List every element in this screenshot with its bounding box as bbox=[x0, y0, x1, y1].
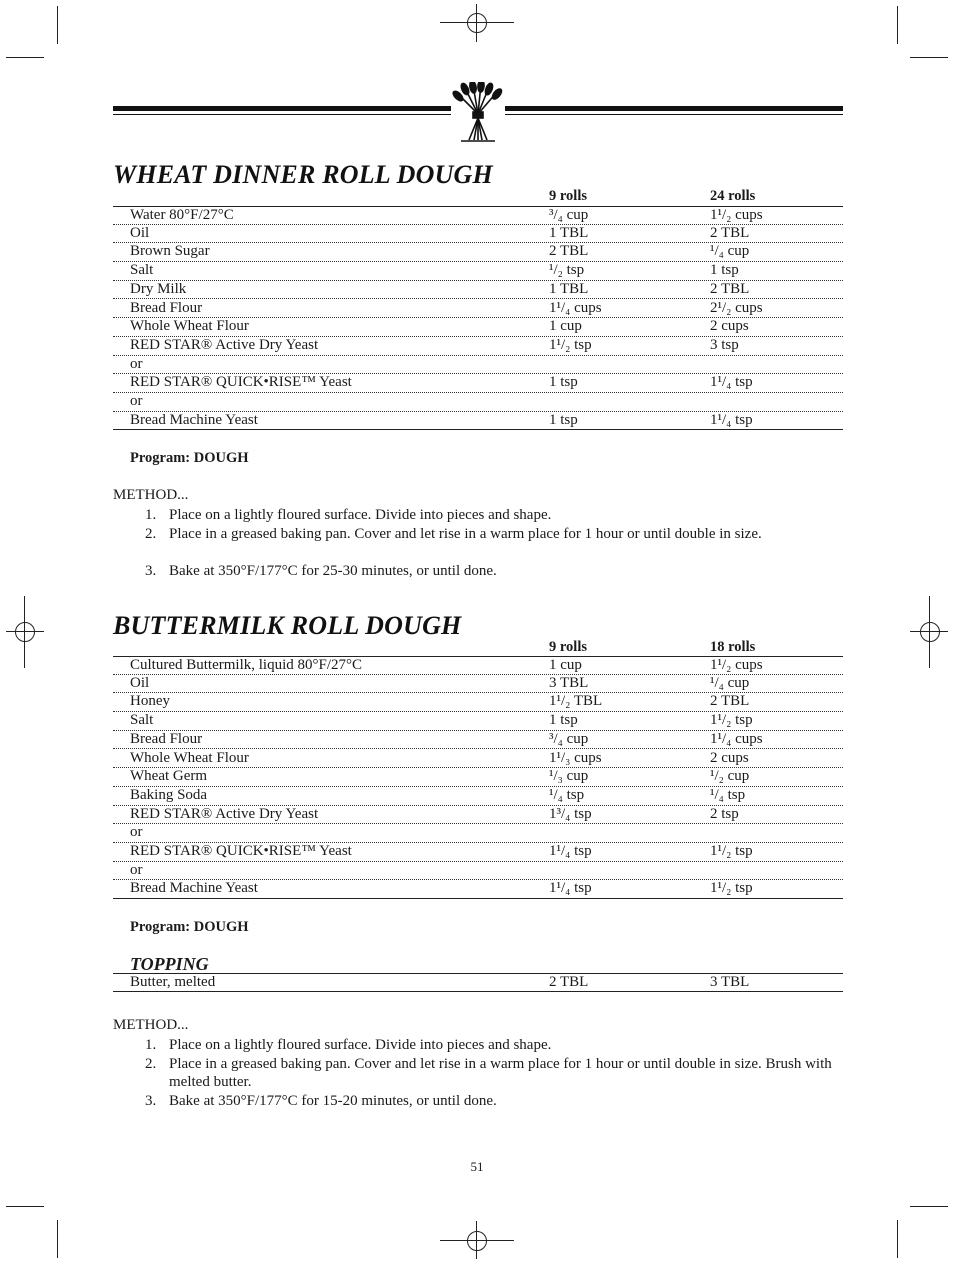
quantity-small-batch: ³/₄ cup bbox=[549, 730, 589, 747]
program-label: Program: DOUGH bbox=[130, 919, 249, 935]
ingredient-name: Bread Flour bbox=[130, 299, 203, 316]
registration-mark bbox=[440, 1240, 514, 1241]
quantity-small-batch: 1¹/₂ tsp bbox=[549, 336, 592, 353]
ingredient-name: Whole Wheat Flour bbox=[130, 749, 249, 766]
table-row bbox=[113, 412, 843, 431]
quantity-small-batch: 1¹/₄ cups bbox=[549, 299, 602, 316]
quantity-large-batch: 3 TBL bbox=[710, 974, 750, 990]
ingredient-name: RED STAR® QUICK•RISE™ Yeast bbox=[130, 843, 352, 859]
step-text: Bake at 350°F/177°C for 25-30 minutes, or until done. bbox=[169, 563, 497, 579]
quantity-large-batch: 1¹/₂ tsp bbox=[710, 712, 753, 729]
quantity-large-batch: 1¹/₄ cups bbox=[710, 730, 763, 747]
quantity-small-batch: 1 TBL bbox=[549, 224, 589, 241]
quantity-small-batch: 1 tsp bbox=[549, 712, 578, 729]
quantity-small-batch: ¹/₄ tsp bbox=[549, 786, 585, 803]
ingredient-name: Baking Soda bbox=[130, 786, 208, 803]
quantity-small-batch: 1 TBL bbox=[549, 280, 589, 297]
quantity-large-batch: 1¹/₄ tsp bbox=[710, 411, 753, 428]
table-row bbox=[113, 693, 843, 712]
column-header: 9 rolls bbox=[549, 188, 587, 204]
step-number: 3. bbox=[145, 1093, 157, 1109]
crop-mark bbox=[910, 57, 948, 58]
ingredient-name: Bread Machine Yeast bbox=[130, 411, 258, 428]
quantity-small-batch: ¹/₃ cup bbox=[549, 768, 589, 785]
crop-mark bbox=[6, 1206, 44, 1207]
registration-mark bbox=[920, 622, 940, 642]
step-number: 3. bbox=[145, 563, 157, 579]
table-row bbox=[113, 393, 843, 412]
ingredient-name: Brown Sugar bbox=[130, 243, 210, 260]
registration-mark bbox=[24, 596, 25, 668]
table-row bbox=[113, 356, 843, 375]
table-row bbox=[113, 206, 843, 225]
column-header: 18 rolls bbox=[710, 639, 756, 655]
quantity-small-batch: ³/₄ cup bbox=[549, 207, 589, 223]
quantity-small-batch: 1¹/₄ tsp bbox=[549, 880, 592, 897]
quantity-small-batch: 1¹/₂ TBL bbox=[549, 693, 603, 710]
quantity-small-batch: 1¹/₄ tsp bbox=[549, 843, 592, 859]
ingredient-name: RED STAR® Active Dry Yeast bbox=[130, 805, 319, 822]
table-row bbox=[113, 731, 843, 750]
quantity-large-batch: 2 tsp bbox=[710, 805, 739, 822]
crop-mark bbox=[897, 6, 898, 44]
ingredient-name: Salt bbox=[130, 262, 154, 279]
quantity-large-batch: 2 TBL bbox=[710, 280, 750, 297]
quantity-small-batch: ¹/₂ tsp bbox=[549, 262, 585, 279]
ingredient-name: RED STAR® QUICK•RISE™ Yeast bbox=[130, 374, 352, 391]
quantity-large-batch: 2 TBL bbox=[710, 224, 750, 241]
method-label: METHOD... bbox=[113, 1017, 189, 1033]
ingredient-name: or bbox=[130, 861, 143, 878]
ingredient-name: Oil bbox=[130, 674, 150, 691]
table-row bbox=[113, 824, 843, 843]
quantity-large-batch: 2¹/₂ cups bbox=[710, 299, 763, 316]
crop-mark bbox=[910, 1206, 948, 1207]
ingredient-name: Cultured Buttermilk, liquid 80°F/27°C bbox=[130, 657, 363, 673]
ingredient-name: Wheat Germ bbox=[130, 768, 208, 785]
quantity-small-batch: 3 TBL bbox=[549, 674, 589, 691]
quantity-small-batch: 1 tsp bbox=[549, 374, 578, 391]
program-label: Program: DOUGH bbox=[130, 450, 249, 466]
quantity-large-batch: ¹/₄ cup bbox=[710, 674, 750, 691]
step-text: Place on a lightly floured surface. Divide into pieces and shape. bbox=[169, 1037, 552, 1053]
step-number: 1. bbox=[145, 1037, 157, 1053]
table-row bbox=[113, 243, 843, 262]
table-row bbox=[113, 262, 843, 281]
page-number: 51 bbox=[470, 1159, 484, 1174]
quantity-large-batch: 1¹/₄ tsp bbox=[710, 374, 753, 391]
ingredient-name: RED STAR® Active Dry Yeast bbox=[130, 336, 319, 353]
step-number: 2. bbox=[145, 1056, 157, 1072]
table-row bbox=[113, 281, 843, 300]
quantity-large-batch: 3 tsp bbox=[710, 336, 739, 353]
quantity-large-batch: 1¹/₂ cups bbox=[710, 657, 763, 673]
registration-mark bbox=[467, 1231, 487, 1251]
registration-mark bbox=[476, 4, 477, 42]
table-row bbox=[113, 750, 843, 769]
registration-mark bbox=[467, 13, 487, 33]
quantity-small-batch: 1 tsp bbox=[549, 411, 578, 428]
table-row bbox=[113, 656, 843, 675]
topping-heading: TOPPING bbox=[130, 954, 209, 974]
step-text: Place in a greased baking pan. Cover and let rise in a warm place for 1 hour or until double in size. bbox=[169, 526, 762, 542]
step-text: Bake at 350°F/177°C for 15-20 minutes, or until done. bbox=[169, 1093, 497, 1109]
table-row bbox=[113, 787, 843, 806]
table-row bbox=[113, 712, 843, 731]
quantity-small-batch: 1 cup bbox=[549, 657, 582, 673]
table-row bbox=[113, 337, 843, 356]
table-row bbox=[113, 880, 843, 899]
step-number: 1. bbox=[145, 507, 157, 523]
quantity-large-batch: 1¹/₂ tsp bbox=[710, 880, 753, 897]
wheat-sheaf-icon bbox=[451, 82, 505, 144]
table-row bbox=[113, 675, 843, 694]
ingredient-name: Honey bbox=[130, 693, 170, 710]
method-label: METHOD... bbox=[113, 487, 189, 503]
step-text: Place on a lightly floured surface. Divide into pieces and shape. bbox=[169, 507, 552, 523]
crop-mark bbox=[57, 6, 58, 44]
step-number: 2. bbox=[145, 526, 157, 542]
ingredient-name: or bbox=[130, 393, 143, 409]
ingredient-name: or bbox=[130, 824, 143, 841]
quantity-small-batch: 1 cup bbox=[549, 318, 582, 335]
recipe-title: WHEAT DINNER ROLL DOUGH bbox=[113, 160, 493, 189]
quantity-small-batch: 1¹/₃ cups bbox=[549, 749, 602, 766]
crop-mark bbox=[57, 1220, 58, 1258]
quantity-large-batch: ¹/₄ cup bbox=[710, 243, 750, 260]
quantity-large-batch: ¹/₂ cup bbox=[710, 768, 750, 785]
quantity-large-batch: 2 cups bbox=[710, 749, 749, 766]
ingredient-name: Butter, melted bbox=[130, 974, 216, 990]
table-row bbox=[113, 843, 843, 862]
registration-mark bbox=[929, 596, 930, 668]
step-text: Place in a greased baking pan. Cover and let rise in a warm place for 1 hour or until double in size. Brush with melted butter. bbox=[169, 1056, 832, 1090]
ingredient-name: or bbox=[130, 355, 143, 372]
ingredient-name: Water 80°F/27°C bbox=[130, 207, 234, 223]
table-row bbox=[113, 806, 843, 825]
quantity-small-batch: 1³/₄ tsp bbox=[549, 805, 592, 822]
quantity-small-batch: 2 TBL bbox=[549, 243, 589, 260]
ingredient-name: Bread Flour bbox=[130, 730, 203, 747]
quantity-large-batch: ¹/₄ tsp bbox=[710, 786, 746, 803]
table-row bbox=[113, 300, 843, 319]
crop-mark bbox=[6, 57, 44, 58]
column-header: 9 rolls bbox=[549, 639, 587, 655]
quantity-large-batch: 1¹/₂ cups bbox=[710, 207, 763, 223]
table-row bbox=[113, 374, 843, 393]
quantity-large-batch: 1¹/₂ tsp bbox=[710, 843, 753, 859]
ingredient-name: Dry Milk bbox=[130, 280, 187, 297]
registration-mark bbox=[6, 631, 44, 632]
crop-mark bbox=[897, 1220, 898, 1258]
table-row bbox=[113, 862, 843, 881]
registration-mark bbox=[440, 22, 514, 23]
quantity-small-batch: 2 TBL bbox=[549, 974, 589, 990]
ingredient-name: Oil bbox=[130, 224, 150, 241]
table-row bbox=[113, 225, 843, 244]
table-row bbox=[113, 768, 843, 787]
ingredient-name: Whole Wheat Flour bbox=[130, 318, 249, 335]
quantity-large-batch: 2 cups bbox=[710, 318, 749, 335]
recipe-title: BUTTERMILK ROLL DOUGH bbox=[113, 611, 462, 640]
ingredient-name: Bread Machine Yeast bbox=[130, 880, 258, 897]
quantity-large-batch: 2 TBL bbox=[710, 693, 750, 710]
table-row bbox=[113, 318, 843, 337]
quantity-large-batch: 1 tsp bbox=[710, 262, 739, 279]
ingredient-name: Salt bbox=[130, 712, 154, 729]
table-row bbox=[113, 973, 843, 992]
column-header: 24 rolls bbox=[710, 188, 756, 204]
registration-mark bbox=[15, 622, 35, 642]
registration-mark bbox=[476, 1221, 477, 1259]
